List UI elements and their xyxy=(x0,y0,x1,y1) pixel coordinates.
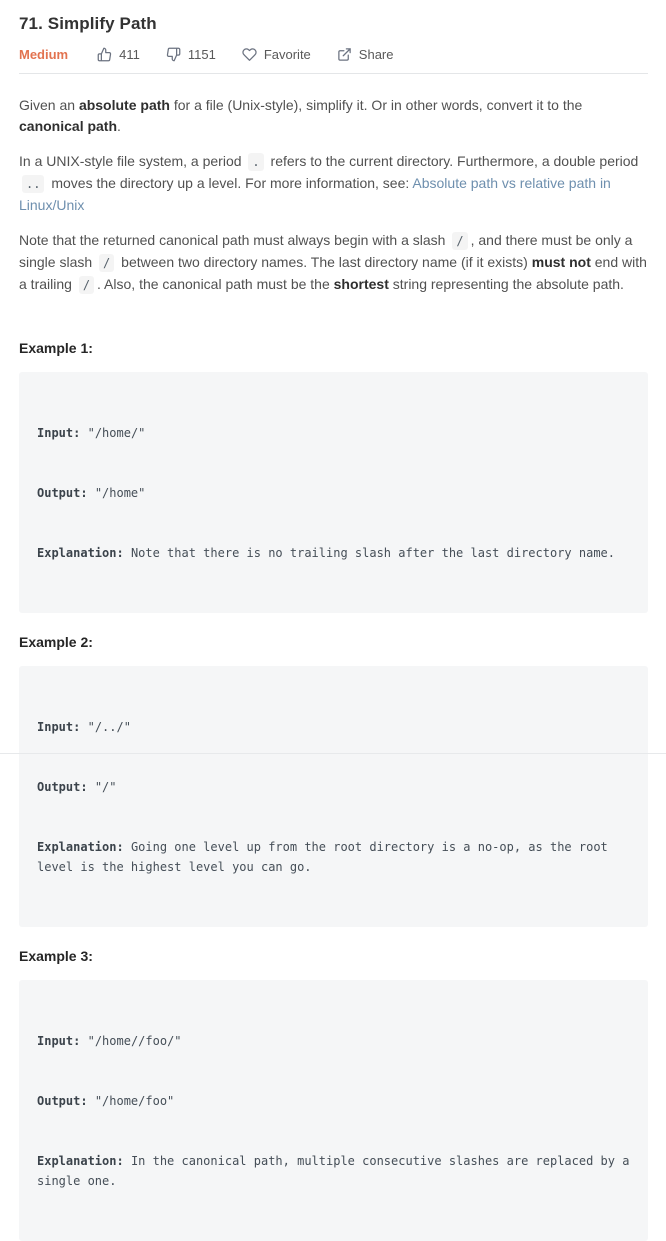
page-title: 71. Simplify Path xyxy=(19,14,157,33)
example-heading: Example 3: xyxy=(19,948,93,964)
example-input-line xyxy=(37,1031,633,1051)
example-heading: Example 1: xyxy=(19,340,93,356)
thumbs-down-icon xyxy=(166,47,181,62)
description-paragraph: In a UNIX-style file system, a period . refers to the current directory. Furthermore, a double period .. moves the directory up a level. For more information, see: Absolute path vs relative path in Linux/Unix xyxy=(19,153,639,213)
input-value: "/home/" xyxy=(87,426,146,440)
example-code-block xyxy=(19,372,648,613)
heart-icon xyxy=(242,47,257,62)
explanation-label: Explanation: xyxy=(37,546,124,560)
thumbs-up-icon xyxy=(97,47,112,62)
problem-meta xyxy=(19,46,648,63)
example-output-line xyxy=(37,777,633,797)
example-input-line xyxy=(37,717,633,737)
example-input-line xyxy=(37,423,633,443)
output-value: "/home" xyxy=(94,486,146,500)
input-value: "/home//foo/" xyxy=(87,1034,182,1048)
output-label: Output: xyxy=(37,780,88,794)
dislike-button[interactable] xyxy=(166,47,216,62)
example-output-line xyxy=(37,1091,633,1111)
example-explanation-line xyxy=(37,837,633,877)
output-value: "/home/foo" xyxy=(94,1094,175,1108)
share-button[interactable] xyxy=(337,47,394,62)
favorite-label: Favorite xyxy=(263,47,311,62)
input-label: Input: xyxy=(37,426,81,440)
example-code-block xyxy=(19,980,648,1241)
example-code-block xyxy=(19,666,648,927)
dislike-count: 1151 xyxy=(187,47,216,62)
like-count: 411 xyxy=(119,47,140,62)
like-button[interactable] xyxy=(97,47,140,62)
description-paragraph: Note that the returned canonical path must always begin with a slash / , and there must be only a single slash / between two directory names. The last directory name (if it exists) must not end with a trailing / . Also, the canonical path must be the shortest string representing the absolute path. xyxy=(19,232,647,292)
example-heading: Example 2: xyxy=(19,634,93,650)
output-label: Output: xyxy=(37,486,88,500)
difficulty-badge: Medium xyxy=(19,47,69,62)
example-explanation-line xyxy=(37,543,633,563)
explanation-value: Note that there is no trailing slash after the last directory name. xyxy=(130,546,615,560)
bottom-divider xyxy=(0,753,666,754)
example-3 xyxy=(19,946,648,1241)
explanation-value: Going one level up from the root directory is a no-op, as the root level is the highest level you can go. xyxy=(37,840,615,874)
example-2 xyxy=(19,632,648,927)
favorite-button[interactable] xyxy=(242,47,311,62)
example-output-line xyxy=(37,483,633,503)
output-label: Output: xyxy=(37,1094,88,1108)
share-icon xyxy=(337,47,352,62)
explanation-value: In the canonical path, multiple consecutive slashes are replaced by a single one. xyxy=(37,1154,637,1188)
description-body xyxy=(19,74,648,1241)
output-value: "/" xyxy=(94,780,117,794)
share-label: Share xyxy=(358,47,394,62)
explanation-label: Explanation: xyxy=(37,840,124,854)
example-1 xyxy=(19,338,648,613)
explanation-label: Explanation: xyxy=(37,1154,124,1168)
inline-link[interactable]: Absolute path vs relative path in Linux/Unix xyxy=(19,175,611,213)
spacer xyxy=(19,310,648,338)
description-paragraph: Given an absolute path for a file (Unix-style), simplify it. Or in other words, convert it to the canonical path. xyxy=(19,97,583,134)
input-value: "/../" xyxy=(87,720,131,734)
input-label: Input: xyxy=(37,720,81,734)
input-label: Input: xyxy=(37,1034,81,1048)
example-explanation-line xyxy=(37,1151,637,1191)
